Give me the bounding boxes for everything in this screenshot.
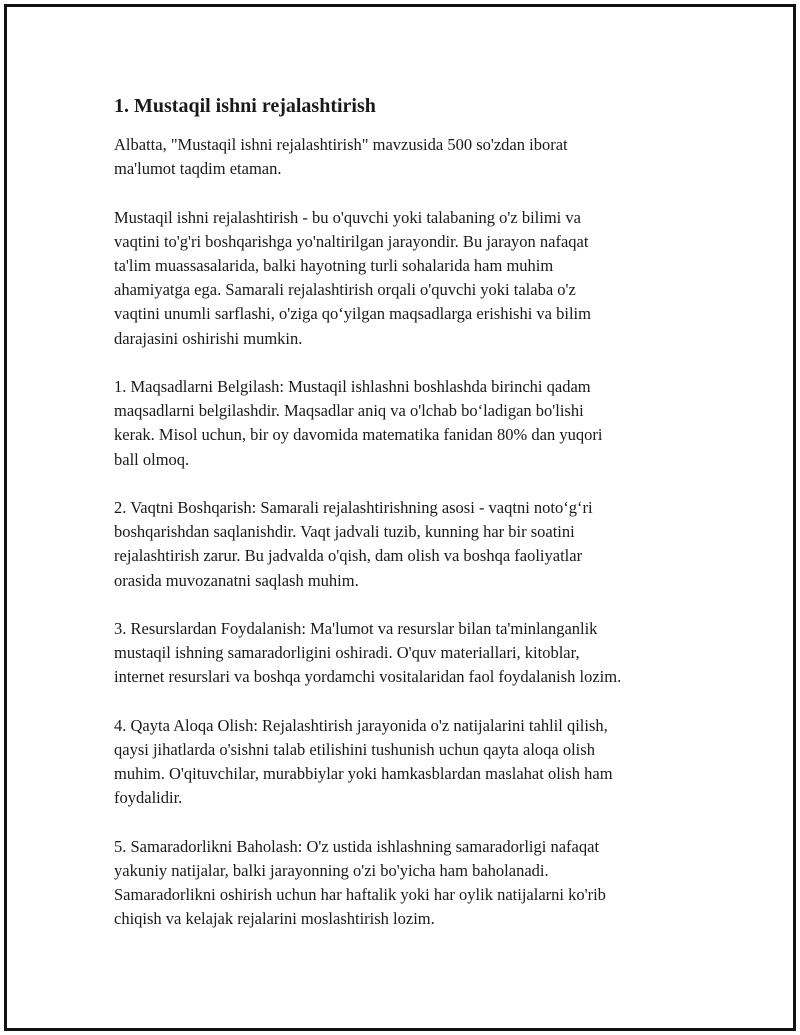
point-goals-paragraph: 1. Maqsadlarni Belgilash: Mustaqil ishlashni boshlashda birinchi qadam maqsadlarni belgilashdir. Maqsadlar aniq va o'lchab bo‘ladigan bo'lishi kerak. Misol uchun, bir oy davomida matematika fanidan 80% dan yuqori ball olmoq. <box>114 377 603 469</box>
document-body <box>114 90 694 956</box>
point-resources-paragraph: 3. Resurslardan Foydalanish: Ma'lumot va resurslar bilan ta'minlanganlik mustaqil ishning samaradorligini oshiradi. O'quv materiallari, kitoblar, internet resurslari va boshqa yordamchi vositalaridan faol foydalanish lozim. <box>114 619 622 687</box>
point-time-paragraph: 2. Vaqtni Boshqarish: Samarali rejalashtirishning asosi - vaqtni noto‘g‘ri boshqarishdan saqlanishdir. Vaqt jadvali tuzib, kunning har bir soatini rejalashtirish zarur. Bu jadvalda o'qish, dam olish va boshqa faoliyatlar orasida muvozanatni saqlash muhim. <box>114 498 593 590</box>
document-title: 1. Mustaqil ishni rejalashtirish <box>114 95 376 117</box>
definition-paragraph: Mustaqil ishni rejalashtirish - bu o'quvchi yoki talabaning o'z bilimi va vaqtini to'g'ri boshqarishga yo'naltirilgan jarayondir. Bu jarayon nafaqat ta'lim muassasalarida, balki hayotning turli sohalarida ham muhim ahamiyatga ega. Samarali rejalashtirish orqali o'quvchi yoki talaba o'z vaqtini unumli sarflashi, o'ziga qo‘yilgan maqsadlarga erishishi va bilim darajasini oshirishi mumkin. <box>114 207 591 348</box>
point-evaluation-paragraph: 5. Samaradorlikni Baholash: O'z ustida ishlashning samaradorligi nafaqat yakuniy natijalar, balki jarayonning o'zi bo'yicha ham baholanadi. Samaradorlikni oshirish uchun har haftalik yoki har oylik natijalarni ko'rib chiqish va kelajak rejalarini moslashtirish lozim. <box>114 836 606 929</box>
intro-paragraph: Albatta, "Mustaqil ishni rejalashtirish" mavzusida 500 so'zdan iborat ma'lumot taqdim etaman. <box>114 135 568 179</box>
point-feedback-paragraph: 4. Qayta Aloqa Olish: Rejalashtirish jarayonida o'z natijalarini tahlil qilish, qaysi jihatlarda o'sishni talab etilishini tushunish uchun qayta aloqa olish muhim. O'qituvchilar, murabbiylar yoki hamkasblardan maslahat olish ham foydalidir. <box>114 715 613 808</box>
